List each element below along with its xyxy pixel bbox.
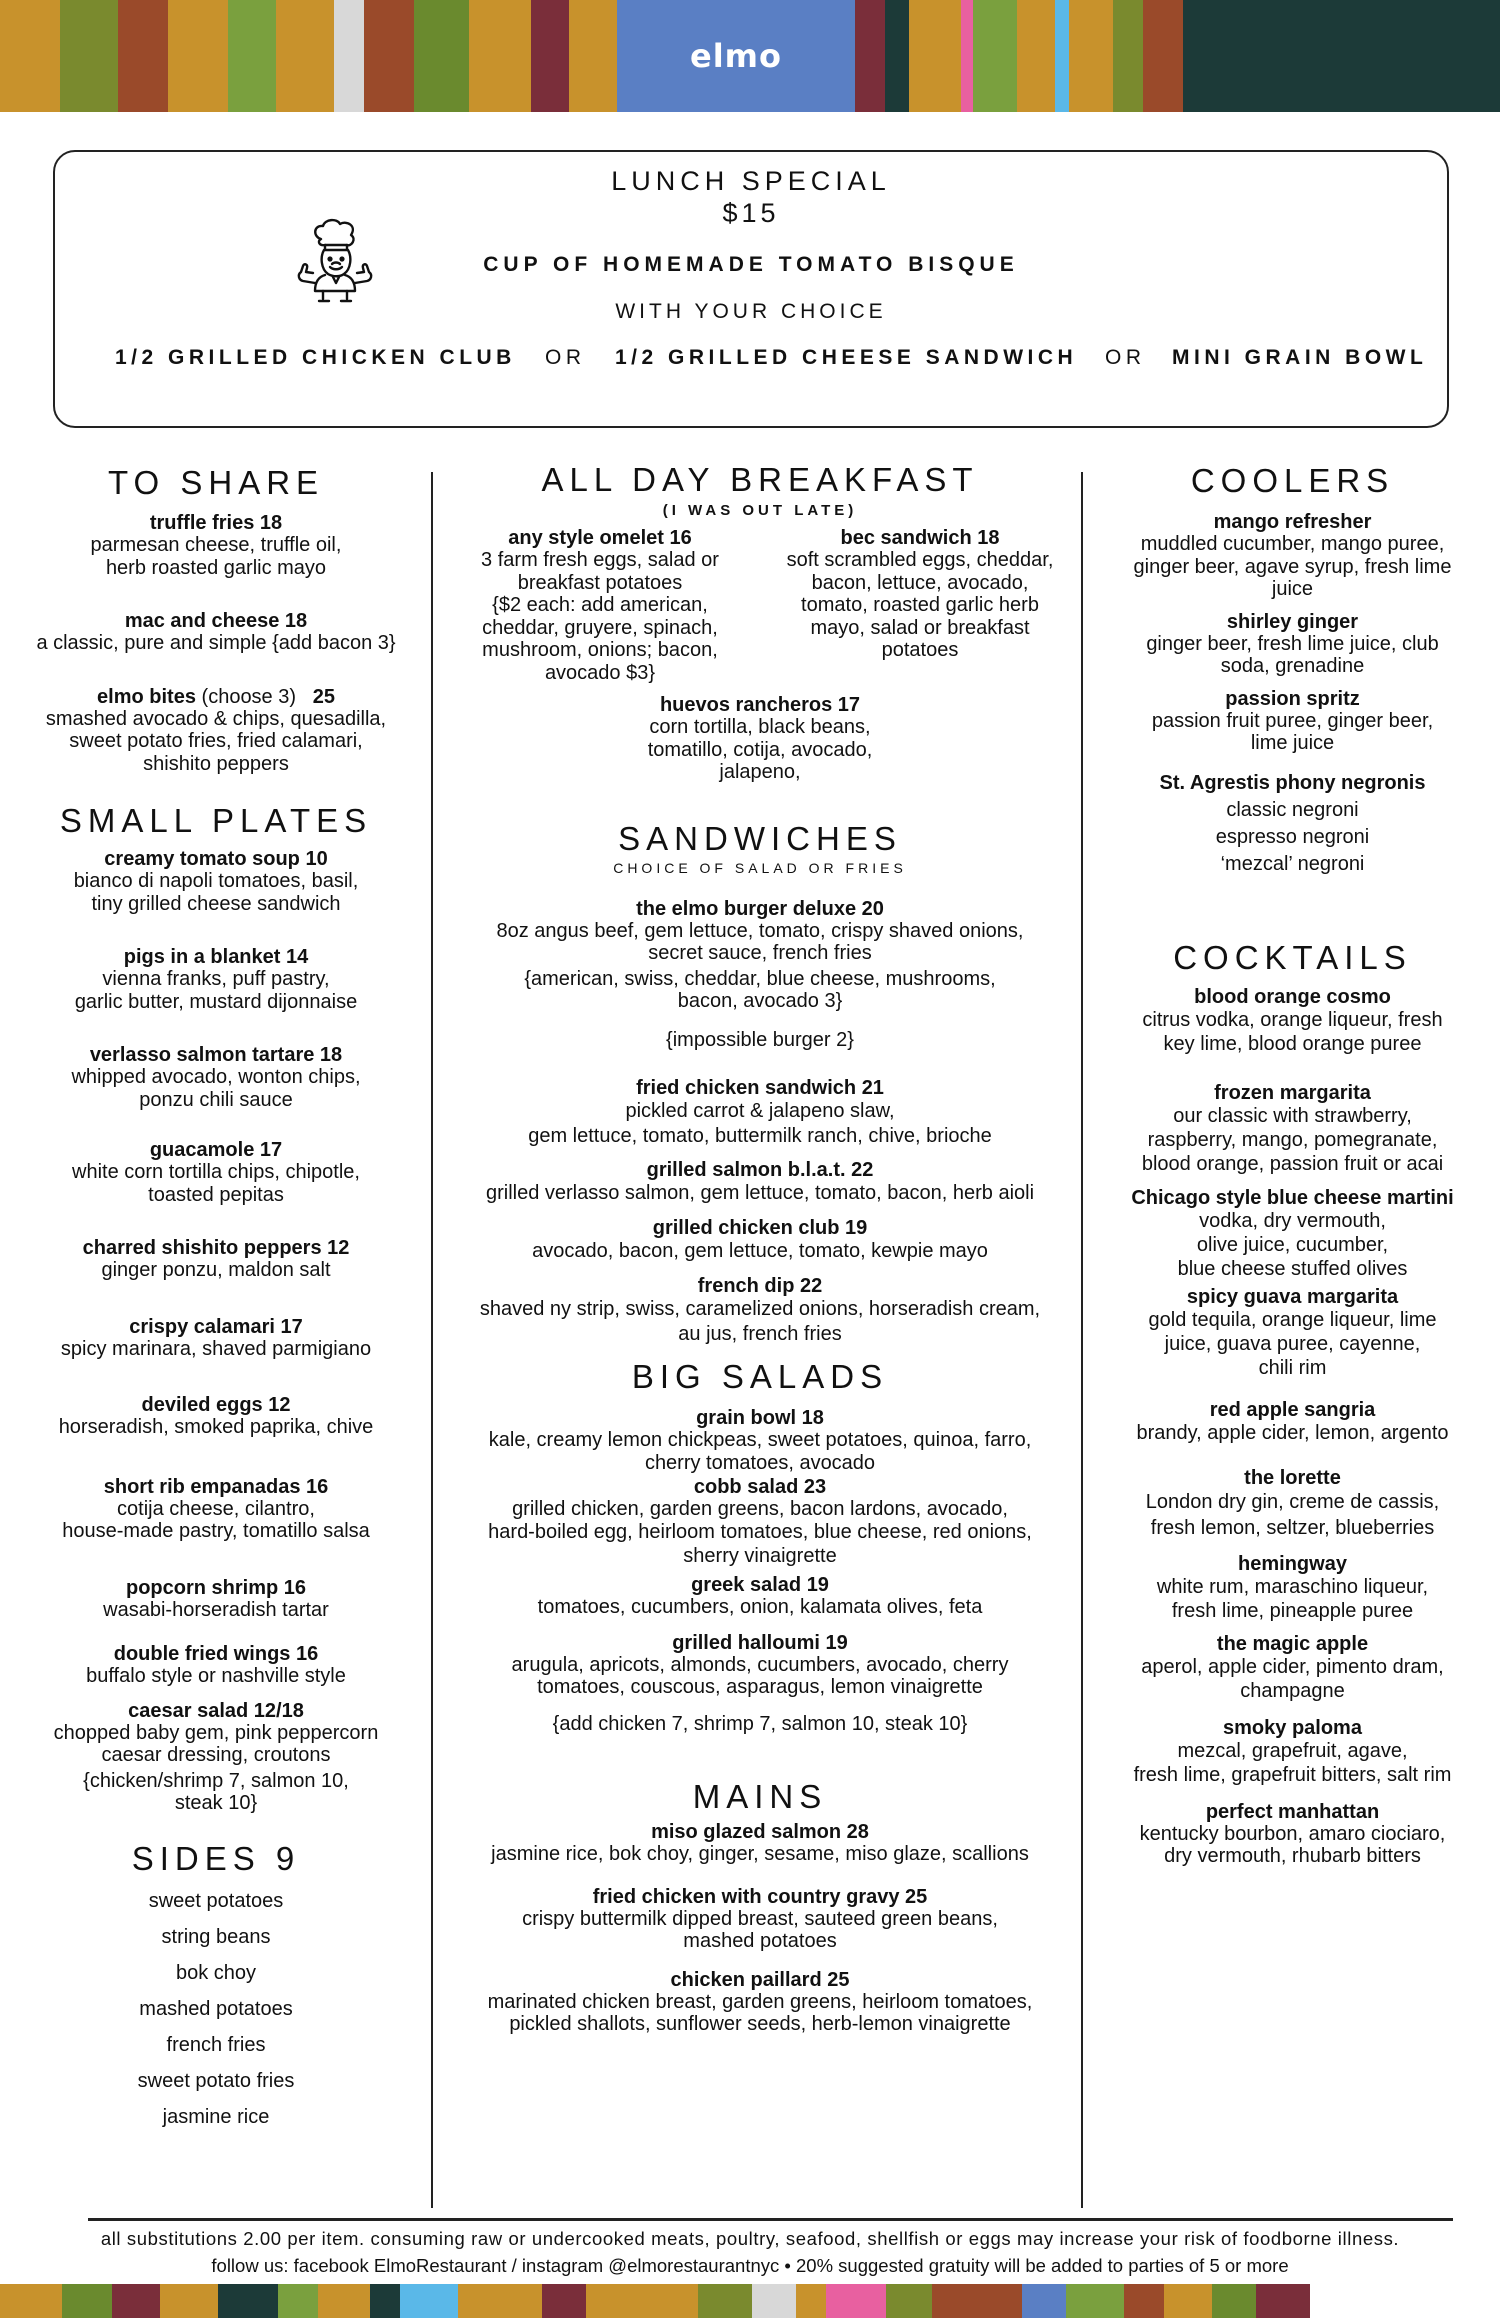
menu-item	[440, 1886, 1080, 1953]
item-addons: {american, swiss, cheddar, blue cheese, mushrooms,	[524, 967, 996, 990]
menu-item	[0, 1394, 432, 1439]
item-desc: juice	[1271, 578, 1314, 600]
side-item: jasmine rice	[162, 2105, 270, 2128]
item-name: grain bowl 18	[696, 1407, 824, 1429]
middle-column	[440, 460, 1080, 2036]
item-desc: mushroom, onions; bacon,	[482, 639, 718, 661]
item-desc: secret sauce, french fries	[648, 942, 872, 964]
stripe	[506, 2284, 542, 2318]
item-name-note: (choose 3)	[201, 685, 297, 708]
stripe	[458, 2284, 506, 2318]
item-desc: olive juice, cucumber,	[1196, 1233, 1389, 1256]
sandwiches-heading: SANDWICHES	[618, 819, 902, 857]
item-desc: classic negroni	[1226, 798, 1359, 821]
item-desc: arugula, apricots, almonds, cucumbers, avocado, cherry	[511, 1653, 1009, 1676]
item-name: Chicago style blue cheese martini	[1131, 1186, 1454, 1209]
side-item: sweet potatoes	[148, 1889, 284, 1912]
sides-heading: SIDES 9	[131, 1839, 301, 1877]
item-desc: blue cheese stuffed olives	[1177, 1257, 1408, 1280]
item-name: mac and cheese 18	[124, 610, 308, 632]
item-name: cobb salad 23	[693, 1476, 827, 1498]
item-desc: horseradish, smoked paprika, chive	[58, 1416, 374, 1438]
menu-item	[0, 1700, 432, 1815]
stripe	[370, 2284, 400, 2318]
menu-item	[0, 1139, 432, 1206]
stripe	[60, 0, 118, 112]
column-divider-right	[1081, 472, 1083, 2208]
lunch-special-subline: WITH YOUR CHOICE	[615, 300, 887, 323]
item-desc: citrus vodka, orange liqueur, fresh	[1142, 1008, 1443, 1031]
item-desc: crispy buttermilk dipped breast, sauteed green beans,	[522, 1907, 998, 1930]
item-name: pigs in a blanket 14	[123, 946, 309, 968]
item-desc: sweet potato fries, fried calamari,	[69, 730, 363, 752]
item-desc: tomatoes, cucumbers, onion, kalamata olives, feta	[537, 1596, 983, 1618]
side-item: bok choy	[175, 1961, 257, 1984]
item-desc: blood orange, passion fruit or acai	[1141, 1152, 1444, 1175]
item-name: greek salad 19	[691, 1574, 829, 1596]
menu-item	[1085, 1717, 1500, 1787]
lunch-option-chicken-club: 1/2 GRILLED CHICKEN CLUB	[115, 346, 516, 369]
item-desc: 8oz angus beef, gem lettuce, tomato, crispy shaved onions,	[496, 919, 1024, 942]
item-desc: London dry gin, creme de cassis,	[1145, 1490, 1440, 1513]
stripe	[218, 2284, 278, 2318]
menu-item	[0, 1476, 432, 1543]
footer-rule	[88, 2218, 1453, 2221]
menu-item	[440, 1217, 1080, 1264]
stripe	[160, 2284, 218, 2318]
item-name: verlasso salmon tartare 18	[89, 1044, 343, 1066]
item-desc: toasted pepitas	[148, 1183, 284, 1206]
item-desc: white rum, maraschino liqueur,	[1156, 1575, 1429, 1598]
item-desc: smashed avocado & chips, quesadilla,	[45, 707, 387, 730]
item-desc: kentucky bourbon, amaro ciociaro,	[1139, 1822, 1446, 1845]
item-name: grilled salmon b.l.a.t. 22	[646, 1159, 874, 1181]
side-item: sweet potato fries	[137, 2069, 295, 2092]
stripe	[909, 0, 961, 112]
menu-item	[0, 1044, 432, 1111]
stripe	[278, 2284, 318, 2318]
menu-item	[440, 1969, 1080, 2036]
item-desc: ponzu chili sauce	[139, 1088, 293, 1111]
item-name: mango refresher	[1213, 511, 1372, 533]
stripe	[62, 2284, 112, 2318]
item-name: french dip 22	[697, 1275, 823, 1297]
lunch-or-1: OR	[545, 346, 586, 369]
menu-item	[440, 1159, 1080, 1206]
sandwiches-subtitle: CHOICE OF SALAD OR FRIES	[613, 859, 907, 876]
item-desc: grilled verlasso salmon, gem lettuce, tomato, bacon, herb aioli	[485, 1182, 1035, 1204]
item-desc: jalapeno,	[719, 761, 801, 783]
lunch-special-title: LUNCH SPECIAL	[611, 166, 891, 196]
item-desc: mezcal, grapefruit, agave,	[1177, 1739, 1408, 1762]
item-desc: herb roasted garlic mayo	[105, 556, 327, 579]
item-name: crispy calamari 17	[129, 1315, 303, 1338]
item-desc: 3 farm fresh eggs, salad or	[481, 549, 719, 571]
item-name: shirley ginger	[1226, 610, 1359, 633]
item-desc: raspberry, mango, pomegranate,	[1147, 1128, 1438, 1151]
menu-item	[1085, 511, 1500, 601]
item-desc: key lime, blood orange puree	[1163, 1032, 1422, 1055]
left-column	[0, 460, 432, 2135]
item-name: truffle fries 18	[149, 512, 283, 534]
item-desc: pickled shallots, sunflower seeds, herb-lemon vinaigrette	[509, 2013, 1011, 2035]
menu-item	[1085, 688, 1500, 755]
stripe	[1143, 0, 1183, 112]
menu-item	[1085, 1467, 1500, 1541]
breakfast-subtitle: (I WAS OUT LATE)	[662, 502, 858, 519]
item-desc: cherry tomatoes, avocado	[644, 1451, 876, 1474]
item-name: double fried wings 16	[113, 1643, 319, 1665]
item-desc: lime juice	[1250, 732, 1335, 754]
item-desc: fresh lime, grapefruit bitters, salt rim	[1133, 1763, 1452, 1786]
item-desc: caesar dressing, croutons	[101, 1744, 331, 1766]
item-desc: {$2 each: add american,	[492, 594, 708, 616]
item-name: elmo bites	[97, 685, 196, 708]
item-desc: white corn tortilla chips, chipotle,	[72, 1161, 360, 1183]
item-desc: potatoes	[881, 639, 959, 661]
stripe	[318, 2284, 370, 2318]
brand-logo	[617, 0, 855, 112]
menu-item	[0, 848, 432, 915]
impossible-burger: {impossible burger 2}	[666, 1028, 854, 1051]
item-name: frozen margarita	[1214, 1081, 1371, 1104]
item-desc: gem lettuce, tomato, buttermilk ranch, chive, brioche	[528, 1125, 992, 1147]
stripe	[1017, 0, 1055, 112]
footer-disclaimer: all substitutions 2.00 per item. consuming raw or undercooked meats, poultry, seafood, shellfish or eggs may increase your risk of foodborne illness.	[100, 2228, 1400, 2249]
item-name: guacamole 17	[149, 1139, 283, 1161]
right-column	[1085, 460, 1500, 1868]
item-desc: gold tequila, orange liqueur, lime	[1148, 1308, 1437, 1331]
menu-item	[0, 1577, 432, 1622]
stripe	[414, 0, 469, 112]
item-name: perfect manhattan	[1205, 1800, 1380, 1823]
item-name: passion spritz	[1225, 687, 1360, 710]
item-name: fried chicken sandwich 21	[636, 1077, 884, 1099]
item-name-elmo-bites	[0, 686, 432, 708]
stripe	[569, 0, 617, 112]
menu-item	[0, 1643, 432, 1688]
item-name: bec sandwich 18	[840, 527, 1000, 549]
menu-item	[440, 1407, 1080, 1474]
stripe	[1183, 0, 1213, 112]
item-desc: mashed potatoes	[683, 1930, 837, 1952]
item-name: miso glazed salmon 28	[651, 1821, 869, 1843]
stripe	[1055, 0, 1069, 112]
menu-item	[0, 1316, 432, 1361]
stripe	[334, 0, 364, 112]
item-price: 25	[312, 685, 335, 708]
item-desc: spicy marinara, shaved parmigiano	[60, 1337, 372, 1360]
stripe	[276, 0, 334, 112]
item-desc: mayo, salad or breakfast	[810, 616, 1030, 639]
item-name: blood orange cosmo	[1194, 985, 1391, 1008]
brand-name: elmo	[690, 37, 782, 75]
side-item: string beans	[161, 1925, 271, 1948]
item-desc: whipped avocado, wonton chips,	[71, 1066, 361, 1088]
item-desc: hard-boiled egg, heirloom tomatoes, blue cheese, red onions,	[488, 1520, 1032, 1543]
item-desc: tomatoes, couscous, asparagus, lemon vinaigrette	[537, 1676, 983, 1698]
item-name: chicken paillard 25	[670, 1968, 850, 1991]
menu-item	[0, 1237, 432, 1282]
item-desc: tomato, roasted garlic herb	[801, 594, 1039, 616]
stripe	[542, 2284, 586, 2318]
stripe	[1113, 0, 1143, 112]
item-desc: dry vermouth, rhubarb bitters	[1164, 1845, 1421, 1867]
lunch-option-grilled-cheese: 1/2 GRILLED CHEESE SANDWICH	[615, 346, 1078, 369]
stripe	[961, 0, 973, 112]
item-desc: ginger beer, fresh lime juice, club	[1146, 632, 1439, 655]
item-desc: chopped baby gem, pink peppercorn	[53, 1721, 379, 1744]
item-name: the magic apple	[1216, 1632, 1369, 1655]
lunch-or-2: OR	[1105, 346, 1146, 369]
menu-item	[1085, 1801, 1500, 1868]
stripe	[0, 2284, 62, 2318]
side-item: mashed potatoes	[139, 1997, 293, 2020]
item-desc: jasmine rice, bok choy, ginger, sesame, miso glaze, scallions	[491, 1843, 1029, 1865]
item-name: the lorette	[1244, 1466, 1341, 1489]
item-desc: kale, creamy lemon chickpeas, sweet potatoes, quinoa, farro,	[488, 1429, 1032, 1451]
item-desc: cheddar, gruyere, spinach,	[482, 616, 718, 639]
item-desc: parmesan cheese, truffle oil,	[90, 534, 342, 556]
item-desc: cotija cheese, cilantro,	[117, 1497, 315, 1520]
item-name: St. Agrestis phony negronis	[1159, 771, 1426, 794]
item-desc: chili rim	[1258, 1356, 1327, 1379]
item-desc: aperol, apple cider, pimento dram,	[1141, 1655, 1444, 1678]
menu-item	[1085, 1633, 1500, 1703]
item-extra: {chicken/shrimp 7, salmon 10,	[83, 1769, 349, 1792]
to-share-heading: TO SHARE	[107, 464, 325, 501]
menu-item	[440, 1476, 1080, 1570]
stripe	[973, 0, 1017, 112]
item-addons: bacon, avocado 3}	[677, 990, 843, 1012]
item-desc: marinated chicken breast, garden greens, heirloom tomatoes,	[487, 1990, 1033, 2013]
item-desc: champagne	[1240, 1679, 1345, 1702]
item-desc: fresh lemon, seltzer, blueberries	[1150, 1516, 1435, 1539]
lunch-option-grain-bowl: MINI GRAIN BOWL	[1172, 346, 1428, 369]
item-desc: tiny grilled cheese sandwich	[91, 892, 341, 915]
stripe	[1256, 2284, 1310, 2318]
stripe	[1124, 2284, 1164, 2318]
item-desc: brandy, apple cider, lemon, argento	[1136, 1421, 1449, 1444]
item-desc: shaved ny strip, swiss, caramelized onions, horseradish cream,	[479, 1298, 1041, 1320]
item-desc: garlic butter, mustard dijonnaise	[74, 990, 358, 1013]
mains-heading: MAINS	[692, 1778, 828, 1815]
menu-item	[1085, 1187, 1500, 1281]
item-name: creamy tomato soup 10	[104, 848, 328, 870]
item-desc: soft scrambled eggs, cheddar,	[786, 549, 1054, 571]
item-desc: soda, grenadine	[1220, 655, 1365, 677]
menu-item	[0, 686, 432, 776]
stripe	[648, 2284, 698, 2318]
lunch-special-price: $15	[722, 198, 780, 228]
item-desc: wasabi-horseradish tartar	[103, 1598, 329, 1621]
item-desc: passion fruit puree, ginger beer,	[1151, 709, 1434, 732]
item-desc: sherry vinaigrette	[683, 1545, 837, 1567]
stripe	[228, 0, 276, 112]
stripe	[1066, 2284, 1124, 2318]
item-desc: ginger ponzu, maldon salt	[101, 1259, 331, 1281]
menu-item	[440, 1275, 1080, 1347]
item-name: short rib empanadas 16	[103, 1475, 329, 1498]
menu-item	[1085, 772, 1500, 878]
stripe	[698, 2284, 752, 2318]
stripe	[1164, 2284, 1212, 2318]
item-desc: tomatillo, cotija, avocado,	[647, 738, 873, 761]
coolers-heading: COOLERS	[1190, 462, 1395, 499]
stripe	[752, 2284, 796, 2318]
stripe	[796, 2284, 826, 2318]
item-desc: espresso negroni	[1215, 825, 1370, 848]
item-desc: avocado, bacon, gem lettuce, tomato, kewpie mayo	[532, 1240, 988, 1262]
stripe	[970, 2284, 1022, 2318]
item-desc: muddled cucumber, mango puree,	[1140, 533, 1445, 555]
menu-item	[440, 898, 1080, 1052]
stripe	[1069, 0, 1113, 112]
menu-item	[1085, 986, 1500, 1056]
item-desc: our classic with strawberry,	[1173, 1104, 1412, 1127]
stripe	[1212, 2284, 1256, 2318]
menu-item	[0, 512, 432, 579]
stripe	[400, 2284, 458, 2318]
stripe	[886, 2284, 932, 2318]
item-desc: vienna franks, puff pastry,	[102, 968, 330, 990]
side-item: french fries	[166, 2033, 266, 2056]
item-name: spicy guava margarita	[1186, 1285, 1399, 1308]
footer-social: follow us: facebook ElmoRestaurant / instagram @elmorestaurantnyc • 20% suggested gratuity will be added to parties of 5 or more	[211, 2255, 1289, 2276]
stripe	[531, 0, 569, 112]
stripe	[0, 0, 60, 112]
stripe	[855, 0, 885, 112]
sides-list	[0, 1883, 432, 2135]
menu-item	[0, 610, 432, 655]
item-name: popcorn shrimp 16	[125, 1576, 307, 1599]
stripe	[469, 0, 531, 112]
stripe	[168, 0, 228, 112]
stripe	[586, 2284, 648, 2318]
item-desc: fresh lime, pineapple puree	[1171, 1599, 1414, 1622]
item-desc: bianco di napoli tomatoes, basil,	[73, 870, 359, 892]
menu-item	[440, 694, 1080, 784]
cocktails-heading: COCKTAILS	[1173, 938, 1412, 976]
bottom-stripe-band	[0, 2284, 1500, 2318]
item-desc: vodka, dry vermouth,	[1199, 1209, 1386, 1232]
item-desc: house-made pastry, tomatillo salsa	[62, 1520, 370, 1542]
small-plates-heading: SMALL PLATES	[59, 802, 373, 839]
item-name: the elmo burger deluxe 20	[636, 897, 884, 920]
item-name: caesar salad 12/18	[128, 1699, 304, 1722]
item-desc: avocado $3}	[544, 661, 656, 684]
item-desc: ‘mezcal’ negroni	[1220, 852, 1365, 875]
item-desc: a classic, pure and simple {add bacon 3}	[36, 632, 396, 654]
item-desc: au jus, french fries	[678, 1323, 842, 1345]
menu-item	[1085, 1286, 1500, 1380]
item-name: grilled halloumi 19	[672, 1631, 848, 1654]
breakfast-pair	[440, 527, 1080, 684]
lunch-special-headline: CUP OF HOMEMADE TOMATO BISQUE	[483, 253, 1019, 276]
menu-item	[770, 527, 1070, 684]
stripe	[932, 2284, 970, 2318]
menu-item	[1085, 1553, 1500, 1623]
stripe	[826, 2284, 886, 2318]
item-name: hemingway	[1238, 1552, 1347, 1575]
item-extra: steak 10}	[174, 1792, 258, 1814]
item-desc: breakfast potatoes	[517, 571, 683, 594]
stripe	[1213, 0, 1500, 112]
stripe	[118, 0, 168, 112]
item-name: grilled chicken club 19	[652, 1217, 868, 1239]
breakfast-heading: ALL DAY BREAKFAST	[541, 461, 979, 498]
stripe	[1022, 2284, 1066, 2318]
item-name: deviled eggs 12	[141, 1394, 291, 1416]
menu-item	[0, 946, 432, 1013]
item-name: any style omelet 16	[508, 527, 692, 549]
menu-item	[440, 1574, 1080, 1619]
menu-item	[440, 1632, 1080, 1699]
item-desc: grilled chicken, garden greens, bacon lardons, avocado,	[512, 1498, 1008, 1520]
stripe	[364, 0, 414, 112]
item-name: smoky paloma	[1223, 1716, 1362, 1739]
item-desc: buffalo style or nashville style	[86, 1665, 346, 1687]
item-name: charred shishito peppers 12	[82, 1237, 350, 1259]
menu-item	[1085, 1399, 1500, 1445]
lunch-special-box	[53, 150, 1449, 428]
menu-item	[1085, 611, 1500, 678]
item-desc: juice, guava puree, cayenne,	[1164, 1332, 1421, 1355]
stripe	[112, 2284, 160, 2318]
menu-item	[440, 1821, 1080, 1866]
menu-item	[440, 1077, 1080, 1149]
item-desc: pickled carrot & jalapeno slaw,	[625, 1100, 895, 1122]
item-name: fried chicken with country gravy 25	[592, 1885, 928, 1908]
stripe	[885, 0, 909, 112]
menu-item	[1085, 1082, 1500, 1176]
item-name: huevos rancheros 17	[659, 694, 861, 716]
menu-item	[450, 527, 750, 684]
item-desc: ginger beer, agave syrup, fresh lime	[1133, 555, 1452, 578]
salad-addons: {add chicken 7, shrimp 7, salmon 10, steak 10}	[552, 1712, 968, 1735]
item-desc: corn tortilla, black beans,	[649, 716, 871, 738]
item-desc: shishito peppers	[143, 752, 289, 775]
item-desc: bacon, lettuce, avocado,	[811, 571, 1029, 594]
item-name: red apple sangria	[1209, 1398, 1376, 1421]
big-salads-heading: BIG SALADS	[631, 1358, 889, 1395]
